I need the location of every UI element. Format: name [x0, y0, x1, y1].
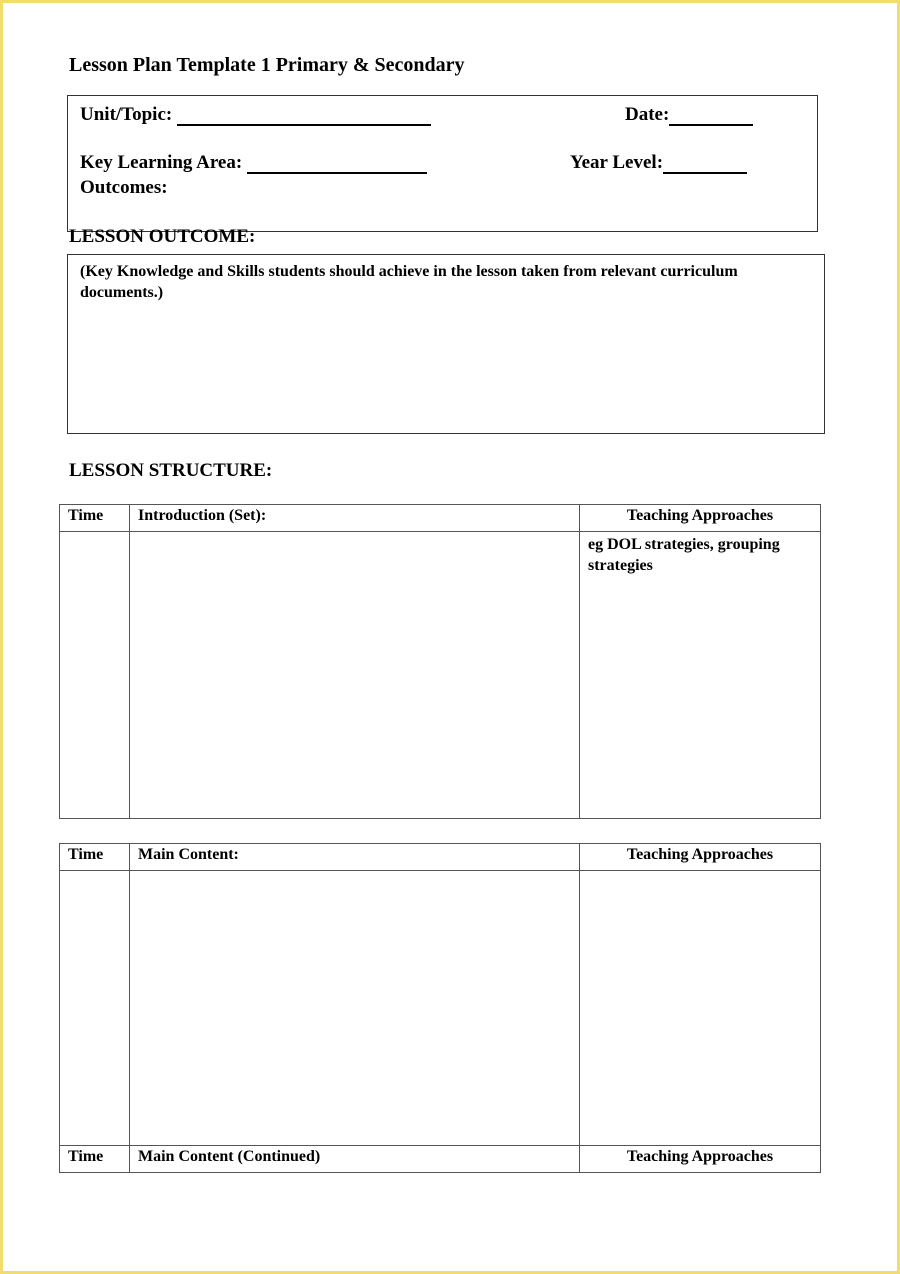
unit-topic-field — [80, 104, 431, 126]
table-body-row — [60, 532, 821, 819]
time-header: Time — [68, 846, 104, 863]
introduction-header: Introduction (Set): — [138, 507, 267, 524]
table-header-row — [60, 1146, 821, 1173]
key-learning-area-field — [80, 152, 427, 174]
unit-topic-line[interactable] — [177, 106, 431, 126]
year-level-field — [570, 152, 747, 174]
time-cell[interactable] — [60, 532, 130, 819]
introduction-table — [59, 504, 821, 819]
main-content-table — [59, 843, 821, 1173]
date-line[interactable] — [669, 106, 753, 126]
teaching-approaches-header: Teaching Approaches — [626, 846, 774, 863]
lesson-outcome-box[interactable] — [67, 254, 825, 434]
teaching-approaches-cell[interactable] — [580, 871, 821, 1146]
time-header: Time — [68, 1148, 104, 1165]
time-header: Time — [68, 507, 104, 524]
year-level-line[interactable] — [663, 154, 747, 174]
document-title: Lesson Plan Template 1 Primary & Secondary — [69, 54, 465, 76]
key-learning-area-line[interactable] — [247, 154, 427, 174]
lesson-outcome-heading: LESSON OUTCOME: — [69, 226, 256, 247]
date-field — [625, 104, 753, 126]
main-content-continued-header: Main Content (Continued) — [138, 1148, 321, 1165]
teaching-approaches-note: eg DOL strategies, grouping strategies — [588, 536, 780, 574]
table-header-row — [60, 844, 821, 871]
teaching-approaches-header: Teaching Approaches — [626, 507, 774, 524]
lesson-structure-heading: LESSON STRUCTURE: — [69, 460, 273, 481]
outcomes-label: Outcomes: — [80, 177, 168, 198]
lesson-outcome-instructions: (Key Knowledge and Skills students should achieve in the lesson taken from relevant curriculum documents.) — [80, 263, 738, 301]
year-level-label: Year Level: — [570, 152, 664, 173]
table-body-row — [60, 871, 821, 1146]
lesson-details-box — [67, 95, 818, 232]
teaching-approaches-cell[interactable] — [580, 532, 821, 819]
introduction-cell[interactable] — [130, 532, 580, 819]
unit-topic-label: Unit/Topic: — [80, 104, 173, 125]
teaching-approaches-header: Teaching Approaches — [626, 1148, 774, 1165]
table-header-row — [60, 505, 821, 532]
key-learning-area-label: Key Learning Area: — [80, 152, 243, 173]
date-label: Date: — [625, 104, 670, 125]
main-content-header: Main Content: — [138, 846, 239, 863]
time-cell[interactable] — [60, 871, 130, 1146]
main-content-cell[interactable] — [130, 871, 580, 1146]
